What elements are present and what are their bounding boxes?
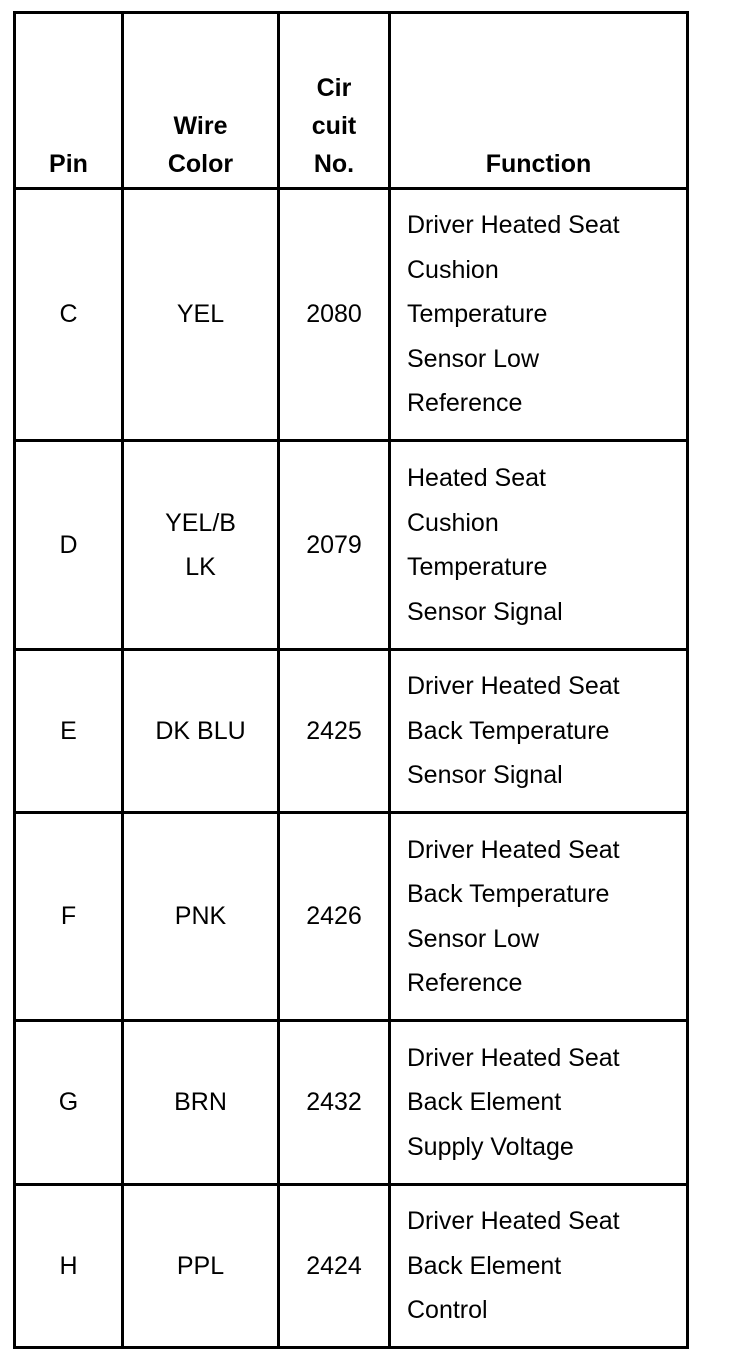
table-row: [15, 441, 688, 650]
function-line: Driver Heated Seat: [407, 1207, 620, 1236]
wire-color-cell: [123, 441, 279, 650]
function-line: Back Element: [407, 1088, 562, 1117]
function-cell: [390, 813, 688, 1021]
header-circuit-line3: No.: [313, 150, 355, 178]
header-row: [15, 13, 688, 189]
pin-cell: F: [15, 813, 123, 1021]
function-cell: [390, 1185, 688, 1348]
wire-color-cell: [123, 189, 279, 441]
pin-cell: E: [15, 650, 123, 813]
connector-pinout-table: [13, 11, 689, 1349]
function-line: Reference: [407, 969, 523, 997]
function-line: Cushion: [407, 508, 499, 537]
function-line: Driver Heated Seat: [407, 835, 620, 864]
wire-color-line: BRN: [174, 1088, 227, 1117]
table-row: [15, 189, 688, 441]
function-cell: [390, 650, 688, 813]
wire-color-line: YEL: [176, 300, 225, 329]
pin-cell: G: [15, 1021, 123, 1185]
function-line: Temperature: [407, 553, 548, 581]
function-cell: [390, 1021, 688, 1185]
wire-color-cell: [123, 1185, 279, 1348]
wire-color-line: PNK: [174, 902, 227, 931]
header-circuit-line2: cuit: [311, 112, 357, 140]
pin-cell: D: [15, 441, 123, 650]
wire-color-cell: [123, 813, 279, 1021]
table-row: [15, 1021, 688, 1185]
function-cell: [390, 189, 688, 441]
circuit-cell: 2080: [279, 189, 390, 441]
function-cell: [390, 441, 688, 650]
function-line: Driver Heated Seat: [407, 211, 620, 240]
function-line: Back Temperature: [407, 880, 610, 908]
circuit-cell: 2425: [279, 650, 390, 813]
wire-color-line: LK: [185, 553, 216, 581]
function-line: Sensor Signal: [407, 761, 563, 790]
header-wire-color-line1: Wire: [173, 112, 228, 140]
table-row: [15, 650, 688, 813]
function-line: Control: [407, 1296, 488, 1325]
table-row: [15, 813, 688, 1021]
function-line: Temperature: [407, 300, 548, 329]
header-function-label: Function: [485, 150, 592, 178]
header-wire-color: [123, 13, 279, 189]
pin-cell: H: [15, 1185, 123, 1348]
function-line: Back Element: [407, 1251, 562, 1280]
function-line: Heated Seat: [407, 464, 546, 492]
wire-color-cell: [123, 650, 279, 813]
function-line: Cushion: [407, 255, 499, 284]
circuit-cell: 2424: [279, 1185, 390, 1348]
function-line: Back Temperature: [407, 716, 610, 745]
function-line: Sensor Signal: [407, 597, 563, 626]
function-line: Sensor Low: [407, 344, 540, 373]
header-pin: [15, 13, 123, 189]
circuit-cell: 2432: [279, 1021, 390, 1185]
wire-color-cell: [123, 1021, 279, 1185]
header-wire-color-line2: Color: [167, 150, 234, 178]
header-circuit-line1: Cir: [316, 74, 352, 102]
header-pin-label: Pin: [49, 150, 88, 178]
circuit-cell: 2079: [279, 441, 390, 650]
table-body: [15, 189, 688, 1348]
function-line: Sensor Low: [407, 924, 540, 953]
header-circuit-no: [279, 13, 390, 189]
function-line: Supply Voltage: [407, 1132, 574, 1161]
table-row: [15, 1185, 688, 1348]
function-line: Driver Heated Seat: [407, 1043, 620, 1072]
pin-cell: C: [15, 189, 123, 441]
function-line: Driver Heated Seat: [407, 672, 620, 701]
function-line: Reference: [407, 389, 523, 418]
wire-color-line: PPL: [176, 1251, 225, 1280]
circuit-cell: 2426: [279, 813, 390, 1021]
header-function: [390, 13, 688, 189]
wire-color-line: YEL/B: [165, 508, 236, 537]
wire-color-line: DK BLU: [155, 716, 246, 745]
